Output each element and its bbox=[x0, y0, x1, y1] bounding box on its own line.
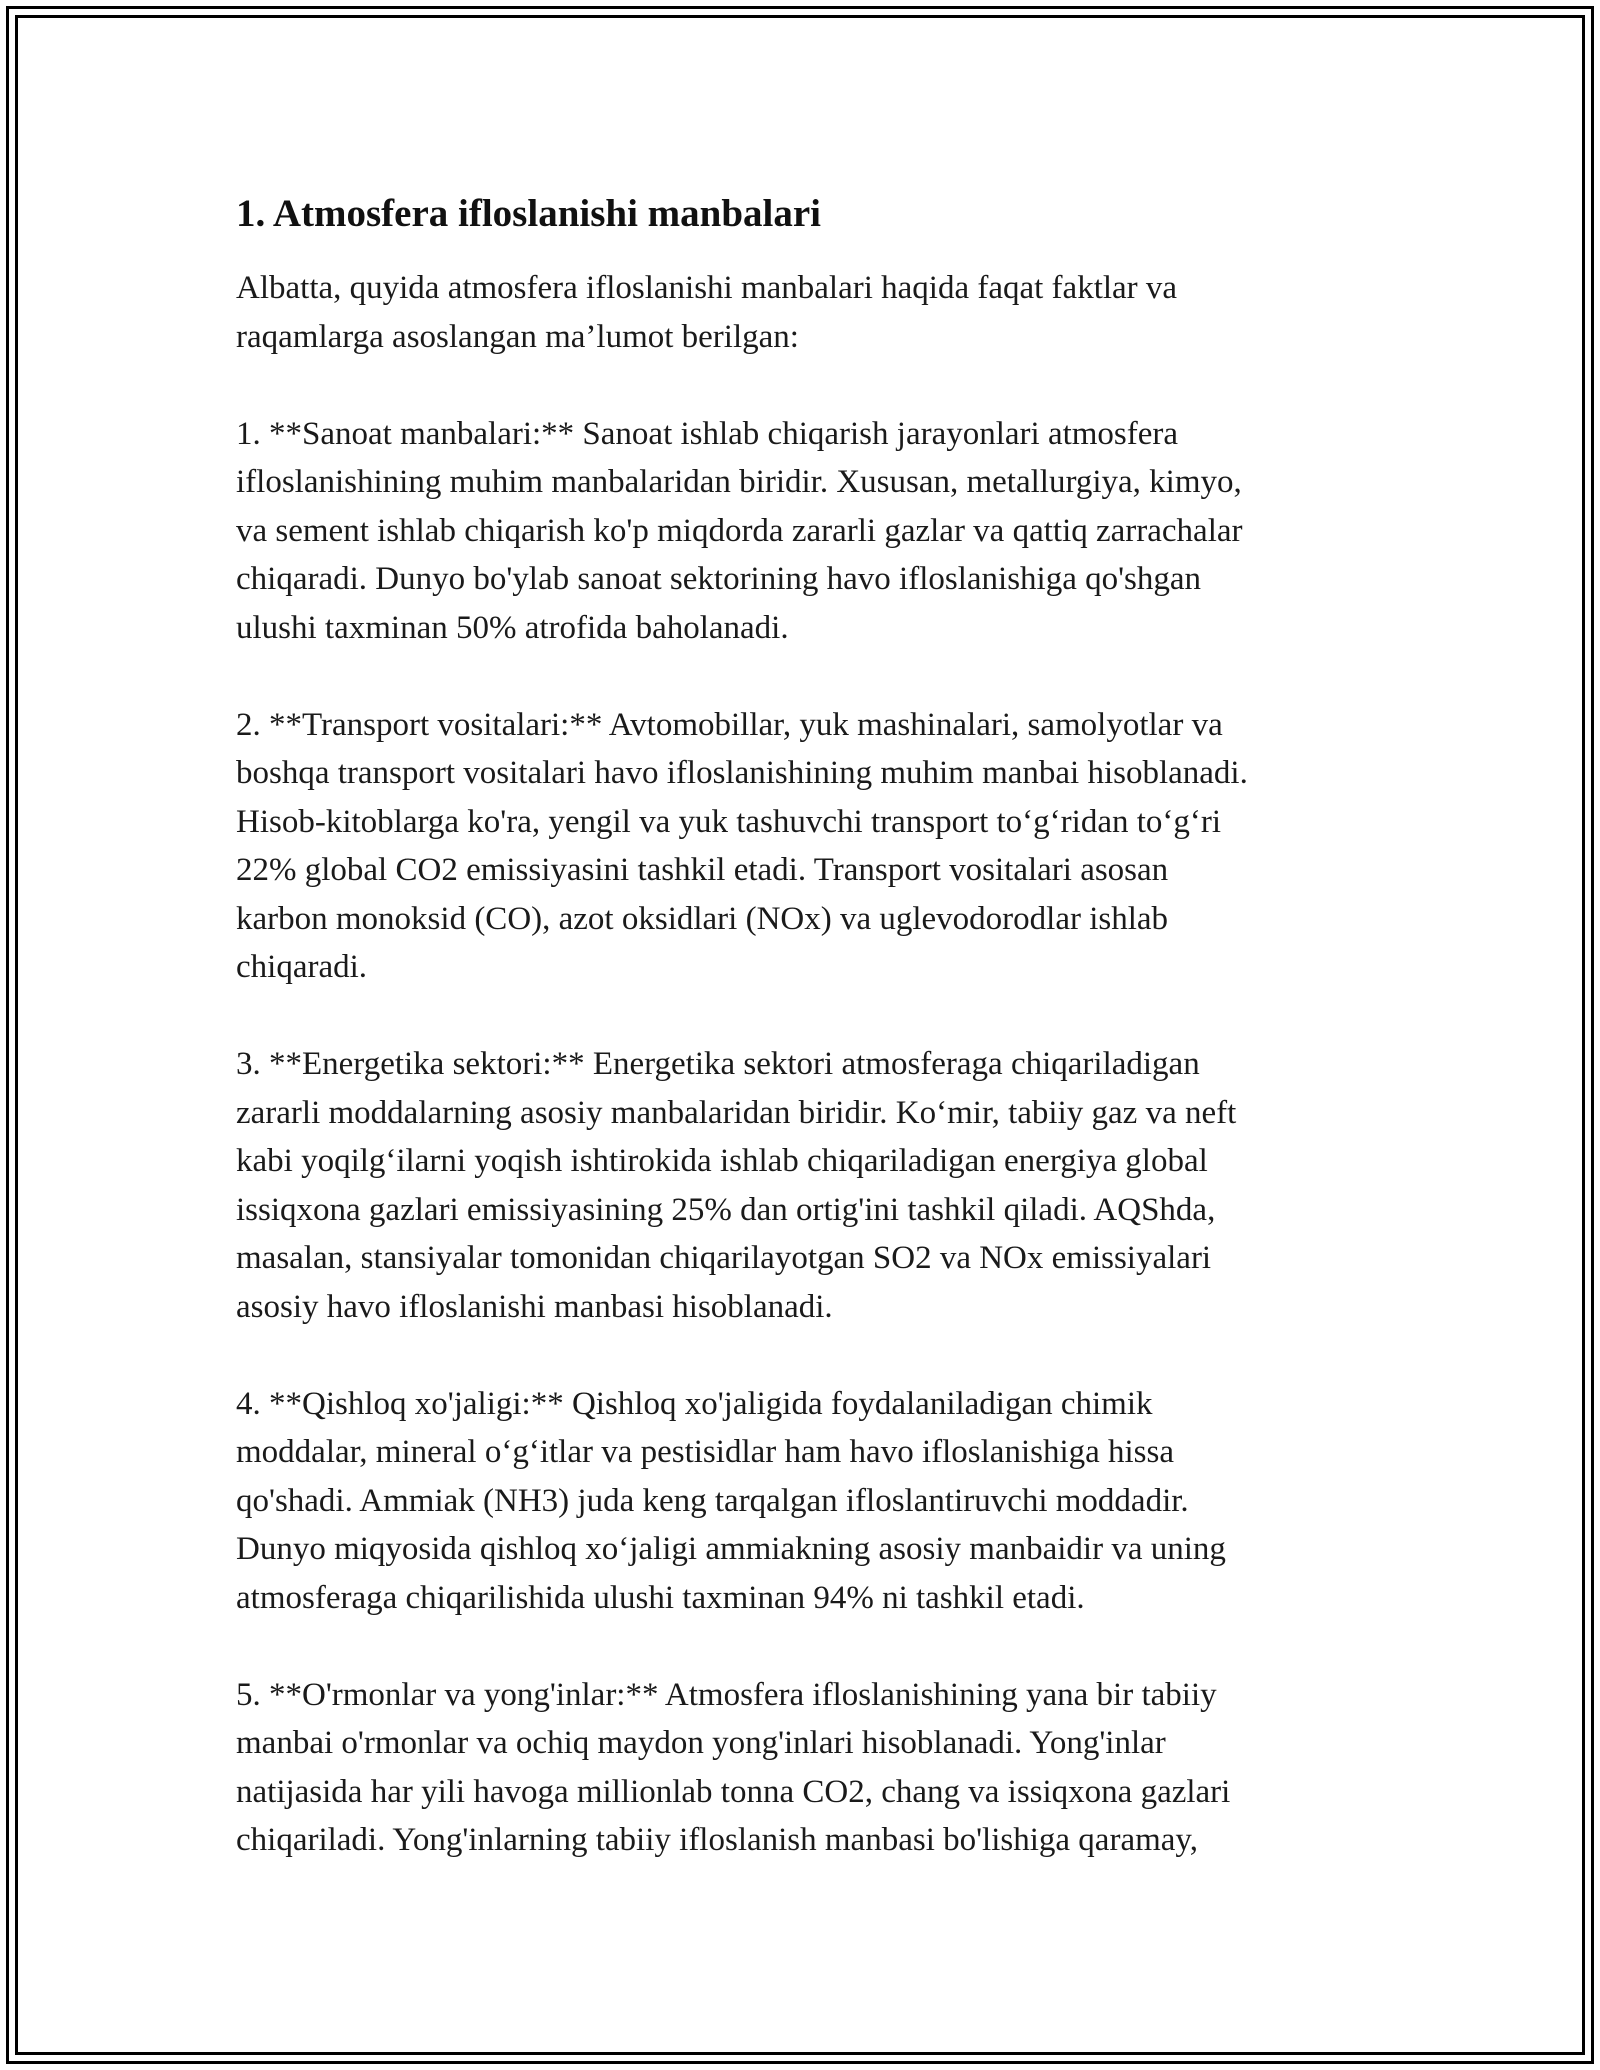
text-line: asosiy havo ifloslanishi manbasi hisoblanadi. bbox=[236, 1288, 833, 1325]
text-line: zararli moddalarning asosiy manbalaridan biridir. Ko‘mir, tabiiy gaz va neft bbox=[236, 1094, 1237, 1131]
text-line: Dunyo miqyosida qishloq xo‘jaligi ammiakning asosiy manbaidir va uning bbox=[236, 1531, 1226, 1567]
text-line: manbai o'rmonlar va ochiq maydon yong'inlari hisoblanadi. Yong'inlar bbox=[236, 1725, 1166, 1761]
text-line: Hisob-kitoblarga ko'ra, yengil va yuk tashuvchi transport to‘g‘ridan to‘g‘ri bbox=[236, 803, 1222, 840]
intro-paragraph bbox=[236, 264, 1386, 361]
text-line: natijasida har yili havoga millionlab tonna CO2, chang va issiqxona gazlari bbox=[236, 1773, 1231, 1810]
text-line: masalan, stansiyalar tomonidan chiqarilayotgan SO2 va NOx emissiyalari bbox=[236, 1240, 1212, 1276]
text-line: 3. **Energetika sektori:** Energetika sektori atmosferaga chiqariladigan bbox=[236, 1046, 1200, 1082]
text-line: issiqxona gazlari emissiyasining 25% dan ortig'ini tashkil qiladi. AQShda, bbox=[236, 1191, 1216, 1228]
text-line: chiqaradi. Dunyo bo'ylab sanoat sektorining havo ifloslanishiga qo'shgan bbox=[236, 561, 1202, 597]
text-line: 2. **Transport vositalari:** Avtomobillar, yuk mashinalari, samolyotlar va bbox=[236, 706, 1223, 743]
document-body bbox=[236, 190, 1386, 1913]
text-line: Albatta, quyida atmosfera ifloslanishi manbalari haqida faqat faktlar va bbox=[236, 270, 1178, 306]
text-line: 4. **Qishloq xo'jaligi:** Qishloq xo'jaligida foydalaniladigan chimik bbox=[236, 1385, 1153, 1422]
document-title: 1. Atmosfera ifloslanishi manbalari bbox=[236, 192, 822, 235]
text-line: 5. **O'rmonlar va yong'inlar:** Atmosfera ifloslanishining yana bir tabiiy bbox=[236, 1676, 1217, 1713]
text-line: ifloslanishining muhim manbalaridan biridir. Xususan, metallurgiya, kimyo, bbox=[236, 464, 1242, 500]
text-line: atmosferaga chiqarilishida ulushi taxminan 94% ni tashkil etadi. bbox=[236, 1579, 1085, 1616]
text-line: va sement ishlab chiqarish ko'p miqdorda zararli gazlar va qattiq zarrachalar bbox=[236, 512, 1243, 549]
text-line: kabi yoqilg‘ilarni yoqish ishtirokida ishlab chiqariladigan energiya global bbox=[236, 1143, 1208, 1179]
list-item-qishloq bbox=[236, 1380, 1386, 1623]
list-item-ormonlar bbox=[236, 1671, 1386, 1865]
text-line: chiqariladi. Yong'inlarning tabiiy ifloslanish manbasi bo'lishiga qaramay, bbox=[236, 1822, 1199, 1858]
list-item-sanoat bbox=[236, 410, 1386, 653]
text-line: chiqaradi. bbox=[236, 949, 368, 985]
text-line: ulushi taxminan 50% atrofida baholanadi. bbox=[236, 609, 789, 646]
text-line: moddalar, mineral o‘g‘itlar va pestisidlar ham havo ifloslanishiga hissa bbox=[236, 1434, 1175, 1470]
text-line: karbon monoksid (CO), azot oksidlari (NOx) va uglevodorodlar ishlab bbox=[236, 900, 1169, 937]
list-item-transport bbox=[236, 701, 1386, 992]
text-line: boshqa transport vositalari havo ifloslanishining muhim manbai hisoblanadi. bbox=[236, 755, 1248, 791]
text-line: 1. **Sanoat manbalari:** Sanoat ishlab chiqarish jarayonlari atmosfera bbox=[236, 415, 1179, 452]
text-line: raqamlarga asoslangan ma’lumot berilgan: bbox=[236, 318, 799, 355]
text-line: 22% global CO2 emissiyasini tashkil etadi. Transport vositalari asosan bbox=[236, 852, 1169, 888]
list-item-energetika bbox=[236, 1040, 1386, 1331]
text-line: qo'shadi. Ammiak (NH3) juda keng tarqalgan ifloslantiruvchi moddadir. bbox=[236, 1482, 1189, 1519]
